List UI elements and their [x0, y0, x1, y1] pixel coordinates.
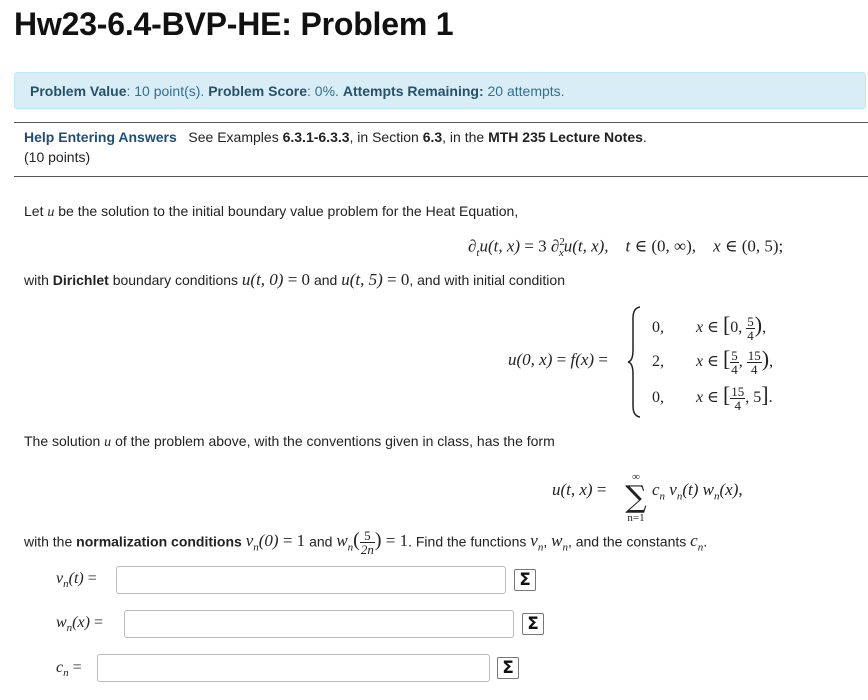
- problem-score: : 0%.: [307, 83, 339, 99]
- answer-label-vn: $v_n(t)$ =: [56, 570, 97, 591]
- answer-cn-sub: n: [63, 667, 69, 680]
- help-period: .: [642, 129, 647, 145]
- norm-find: . Find the functions: [408, 533, 527, 550]
- norm-comma: ,: [543, 533, 548, 550]
- case-2: 2, x ∈ [ $\frac{5}{4}$ , $\frac{15}{4}$ ),: [652, 346, 774, 377]
- sum-upper: ∞: [632, 471, 640, 483]
- divider-top: [14, 122, 868, 123]
- intro-text: Let: [24, 203, 44, 219]
- answer-label-cn: $c_n$ =: [56, 659, 82, 680]
- bc-bold: Dirichlet: [52, 272, 109, 288]
- boundary-line: [24, 270, 565, 290]
- case-1: 0, x ∈ [0, $\frac{5}{4}$ ),: [652, 312, 767, 343]
- norm-eq1: $v_n(0) = 1$: [245, 531, 306, 554]
- normalization-line: with the normalization conditions $v_n(0) = 1$ and $w_n$( $\frac{5}{2n}$ ) = 1. Find the functions $v_n$, $w_n$, and the constants $c_n$.: [24, 528, 708, 557]
- intro-rest: be the solution to the initial boundary value problem for the Heat Equation,: [58, 203, 519, 219]
- norm-v: $v_n$: [530, 531, 544, 554]
- bc-text: boundary conditions: [112, 272, 239, 288]
- answer-input-vn[interactable]: [116, 566, 506, 594]
- sigma-icon[interactable]: Σ: [514, 569, 536, 591]
- norm-eq2: $w_n$( $\frac{5}{2n}$ ) = 1: [336, 528, 409, 557]
- answer-label-wn: $w_n(x)$ =: [56, 614, 103, 635]
- sum-lower: n=1: [627, 512, 645, 524]
- problem-value: : 10 point(s).: [126, 83, 205, 99]
- norm-c: $c_n$: [690, 531, 704, 554]
- series-lhs: u(t, x) =: [552, 480, 607, 499]
- sigma-icon[interactable]: Σ: [497, 657, 519, 679]
- answer-wn-sub: n: [66, 622, 73, 635]
- answer-vn-letter: v: [56, 570, 64, 587]
- answer-vn-arg: (t): [68, 570, 84, 587]
- sum-symbol: ∑: [625, 480, 647, 515]
- attempts-label: Attempts Remaining:: [342, 83, 484, 99]
- bc-eq2: u(t, 5) = 0: [341, 270, 410, 289]
- piecewise-brace: [627, 306, 641, 418]
- series-sum: [622, 472, 650, 524]
- bc-suffix: , and with initial condition: [409, 272, 565, 288]
- series-rhs: $c_n$ $v_n(t)$ $w_n(x)$,: [652, 480, 743, 503]
- answer-cn-letter: c: [56, 659, 64, 676]
- help-in-the: , in the: [442, 129, 485, 145]
- bc-eq1: u(t, 0) = 0: [241, 270, 311, 289]
- help-line: [24, 129, 647, 145]
- help-see: See Examples: [188, 129, 279, 145]
- norm-w: $w_n$: [551, 531, 568, 554]
- attempts-value: 20 attempts.: [487, 83, 565, 99]
- answer-input-cn[interactable]: [97, 654, 490, 682]
- divider-bottom: [14, 176, 868, 177]
- bc-prefix: with: [24, 272, 49, 288]
- page-title: Hw23-6.4-BVP-HE: Problem 1: [14, 6, 454, 42]
- solution-var: u: [104, 435, 112, 450]
- help-section: 6.3: [422, 129, 443, 145]
- bc-and: and: [313, 272, 338, 288]
- problem-value-label: Problem Value: [30, 83, 127, 99]
- norm-bold: normalization conditions: [76, 533, 242, 550]
- problem-info-box: [14, 72, 866, 109]
- points-text: (10 points): [24, 149, 91, 165]
- answer-input-wn[interactable]: [124, 610, 514, 638]
- help-entering-answers-link[interactable]: Help Entering Answers: [24, 129, 177, 145]
- norm-and: and: [309, 533, 333, 550]
- intro-line: [24, 203, 518, 221]
- solution-text: of the problem above, with the conventions given in class, has the form: [115, 433, 555, 449]
- solution-prefix: The solution: [24, 433, 101, 449]
- help-examples: 6.3.1-6.3.3: [282, 129, 350, 145]
- help-in-section: , in Section: [349, 129, 419, 145]
- help-notes: MTH 235 Lecture Notes: [488, 129, 643, 145]
- norm-constants: , and the constants: [567, 533, 687, 550]
- problem-score-label: Problem Score: [208, 83, 308, 99]
- answer-wn-letter: w: [56, 614, 67, 631]
- solution-line: [24, 433, 555, 451]
- sigma-icon[interactable]: Σ: [522, 613, 544, 635]
- norm-prefix: with the: [24, 533, 73, 550]
- heat-equation: $\partial_tu(t$, x) = 3 ∂$^2_x$u(t, x), t ∈ (0, ∞), x ∈ (0, 5);: [468, 236, 784, 260]
- case-3: 0, x ∈ [ $\frac{15}{4}$ , 5].: [652, 382, 773, 413]
- initial-condition-lhs: u(0, x) = f(x) =: [508, 350, 608, 369]
- intro-var: u: [47, 205, 55, 220]
- answer-wn-arg: (x): [72, 614, 90, 631]
- answer-vn-sub: n: [63, 578, 69, 591]
